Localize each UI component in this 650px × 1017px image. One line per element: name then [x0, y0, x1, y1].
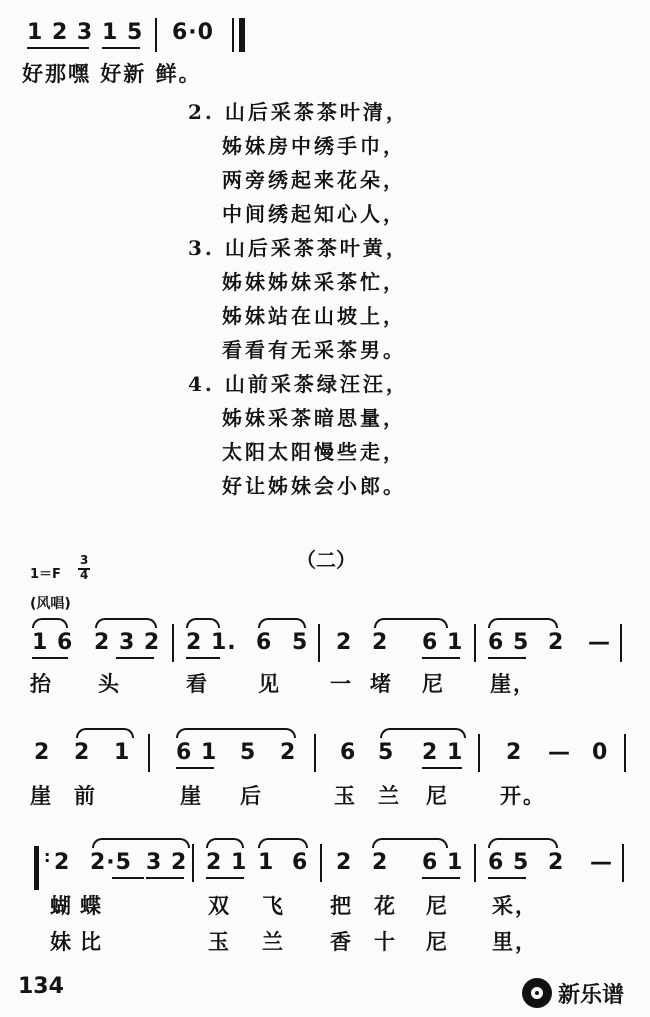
note: 2 1: [422, 740, 464, 765]
key-signature: 1＝F: [30, 567, 61, 582]
lyric: 看: [186, 671, 209, 696]
note: 2: [372, 850, 389, 875]
lyric: 双: [208, 893, 231, 918]
underline: [488, 877, 526, 879]
slur: [176, 728, 296, 738]
note: 1: [258, 850, 275, 875]
barline: [318, 624, 320, 662]
lyric: 兰: [378, 783, 401, 808]
barline: [478, 734, 480, 772]
note: 2: [506, 740, 523, 765]
voice-marking: (风唱): [30, 596, 71, 612]
lyric: 崖: [180, 783, 203, 808]
underline: [422, 767, 462, 769]
note: 6: [292, 850, 309, 875]
note: 6 1: [176, 740, 218, 765]
repeat-dots: :: [44, 847, 51, 866]
top-notes-group-1: 1 2 3: [27, 20, 94, 45]
verse-line: 姊妹站在山坡上，: [222, 304, 406, 328]
lyric: 尼: [426, 893, 449, 918]
note: 2: [336, 630, 353, 655]
note: 2: [74, 740, 91, 765]
underline: [206, 877, 244, 879]
lyric: 崖: [30, 783, 53, 808]
barline: [314, 734, 316, 772]
note: 1 6: [32, 630, 74, 655]
slur: [488, 838, 558, 848]
slur: [488, 618, 558, 628]
lyric: 妹: [50, 929, 73, 954]
lyric: 飞: [262, 893, 285, 918]
dash: —: [548, 740, 571, 765]
repeat-barline: [34, 846, 39, 890]
note: 2 1.: [186, 630, 237, 655]
final-barline: [624, 734, 626, 772]
lyric: 尼: [426, 783, 449, 808]
underline: [102, 47, 140, 49]
lyric: 前: [74, 783, 97, 808]
note: 2: [372, 630, 389, 655]
time-signature-bottom: 4: [80, 568, 89, 582]
slur: [76, 728, 134, 738]
lyric: 玉: [208, 929, 231, 954]
lyric: 蝶: [80, 893, 103, 918]
page-number: 134: [18, 974, 64, 999]
lyric: 玉: [334, 783, 357, 808]
barline: [155, 18, 157, 52]
slur: [95, 618, 157, 628]
time-signature-top: 3: [80, 553, 89, 567]
slur: [258, 618, 306, 628]
underline: [146, 877, 184, 879]
note: 6 5: [488, 850, 530, 875]
underline: [176, 767, 214, 769]
note: 6 1: [422, 850, 464, 875]
underline: [116, 657, 154, 659]
barline: [474, 624, 476, 662]
lyric: 尼: [426, 929, 449, 954]
top-notes-group-3: 6·0: [172, 20, 214, 45]
lyric: 香: [330, 929, 353, 954]
lyric: 开。: [500, 783, 546, 808]
barline: [622, 844, 624, 882]
note: 2: [548, 850, 565, 875]
lyric: 头: [98, 671, 121, 696]
barline: [474, 844, 476, 882]
note: 2: [548, 630, 565, 655]
slur: [92, 838, 190, 848]
lyric: 采，: [492, 893, 538, 918]
lyric: 一: [330, 671, 353, 696]
verse-line: 中间绣起知心人，: [222, 202, 406, 226]
lyric: 花: [374, 893, 397, 918]
lyric: 见: [258, 671, 281, 696]
underline: [32, 657, 68, 659]
note: 2·5: [90, 850, 132, 875]
barline: [192, 844, 194, 882]
note: 1: [114, 740, 131, 765]
lyric: 里，: [492, 929, 538, 954]
underline: [422, 877, 460, 879]
final-barline-thick: [239, 18, 245, 52]
underline: [488, 657, 526, 659]
verse-line: 姊妹采茶暗思量，: [222, 406, 406, 430]
note: 6: [340, 740, 357, 765]
note: 3 2: [146, 850, 188, 875]
note: 5: [240, 740, 257, 765]
note: 2 1: [206, 850, 248, 875]
slur: [186, 618, 220, 628]
verse-line: 姊妹房中绣手巾，: [222, 134, 406, 158]
slur: [258, 838, 308, 848]
verse-line: 太阳太阳慢些走，: [222, 440, 406, 464]
barline: [620, 624, 622, 662]
verse-line: 4. 山前采茶绿汪汪，: [188, 372, 409, 396]
brand-logo-text: 新乐谱: [558, 983, 625, 1008]
underline: [422, 657, 460, 659]
slur: [372, 838, 448, 848]
note: 5: [378, 740, 395, 765]
note: 6: [256, 630, 273, 655]
section-title: （二）: [296, 548, 356, 572]
lyric: 堵: [370, 671, 393, 696]
verse-line: 看看有无采茶男。: [222, 338, 406, 362]
note: 6 5: [488, 630, 530, 655]
slur: [206, 838, 244, 848]
note: 2: [280, 740, 297, 765]
slur: [374, 618, 448, 628]
verse-line: 姊妹姊妹采茶忙，: [222, 270, 406, 294]
underline: [112, 877, 144, 879]
verse-line: 2. 山后采茶茶叶清，: [188, 100, 409, 124]
note: 6 1: [422, 630, 464, 655]
lyric: 崖，: [490, 671, 536, 696]
rest: 0: [592, 740, 609, 765]
lyric: 抬: [30, 671, 53, 696]
verse-line: 好让姊妹会小郎。: [222, 474, 406, 498]
lyric: 把: [330, 893, 353, 918]
vinyl-record-icon: [522, 978, 552, 1008]
lyric: 蝴: [50, 893, 73, 918]
verse-line: 两旁绣起来花朵，: [222, 168, 406, 192]
dash: —: [588, 630, 611, 655]
note: 5: [292, 630, 309, 655]
lyric: 后: [240, 783, 263, 808]
note: 2: [336, 850, 353, 875]
final-barline-thin: [232, 18, 234, 52]
slur: [32, 618, 68, 628]
note: 2: [34, 740, 51, 765]
lyric: 兰: [262, 929, 285, 954]
underline: [27, 47, 89, 49]
note: 2: [54, 850, 71, 875]
slur: [380, 728, 466, 738]
top-notes-group-2: 1 5: [102, 20, 144, 45]
note: 2 3 2: [94, 630, 161, 655]
verse-line: 3. 山后采茶茶叶黄，: [188, 236, 409, 260]
lyric: 比: [80, 929, 103, 954]
barline: [320, 844, 322, 882]
dash: —: [590, 850, 613, 875]
lyric: 十: [374, 929, 397, 954]
lyric: 尼: [422, 671, 445, 696]
barline: [172, 624, 174, 662]
barline: [148, 734, 150, 772]
underline: [186, 657, 220, 659]
top-lyric: 好那嘿 好新 鲜。: [22, 61, 202, 86]
